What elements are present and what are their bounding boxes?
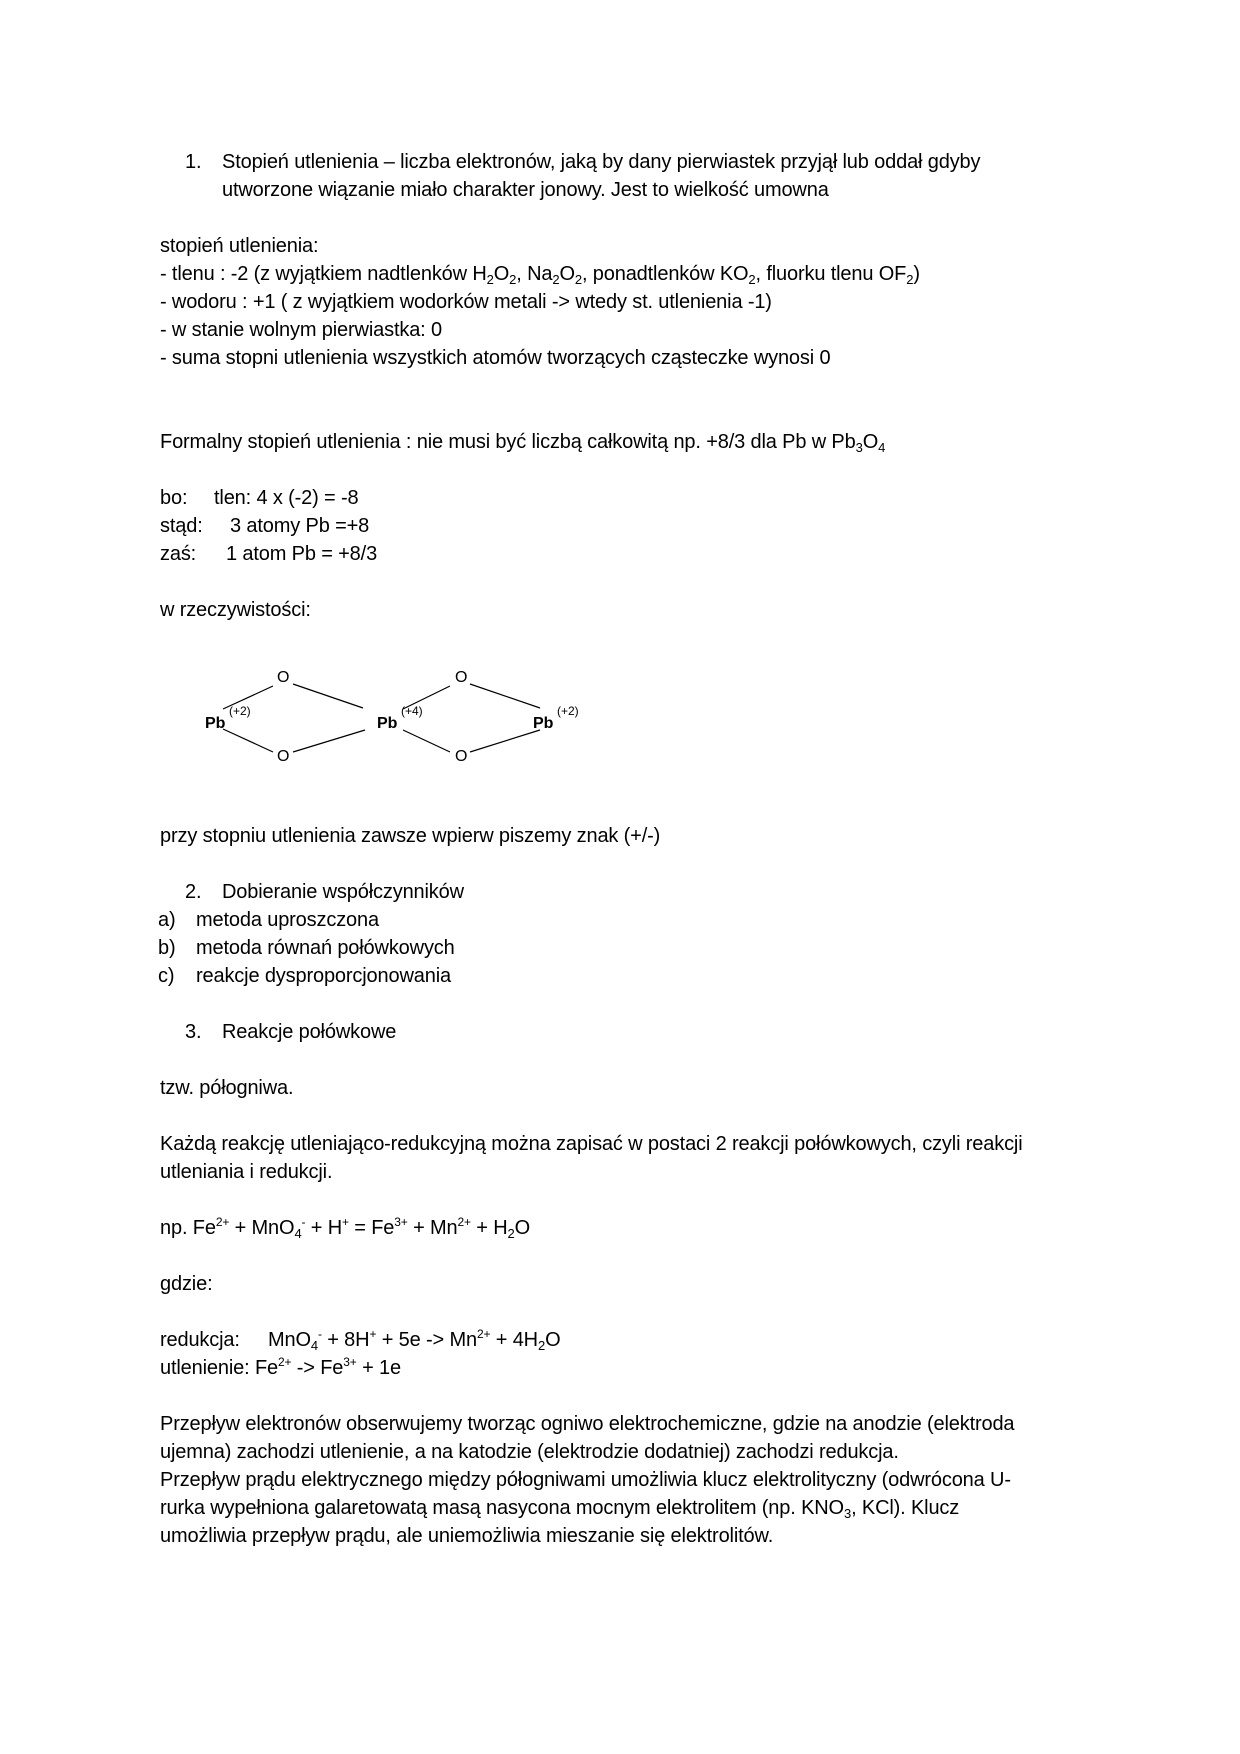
bond-line (470, 684, 540, 708)
lead-oxidation-right: (+2) (557, 704, 579, 718)
flow-paragraph-line-1: Przepływ elektronów obserwujemy tworząc ogniwo elektrochemiczne, gdzie na anodzie (elektroda (160, 1413, 1015, 1435)
reality-label: w rzeczywistości: (160, 599, 311, 621)
calc-stad: stąd: 3 atomy Pb =+8 (160, 515, 370, 537)
where-label: gdzie: (160, 1273, 213, 1295)
oxidation-heading: stopień utlenienia: (160, 235, 319, 257)
reduction-equation: redukcja: $MnO_4^- + 8H^+ + 5e -> Mn^{2+} + 4H_2O$ (160, 1327, 561, 1353)
calc-bo: bo: tlen: 4 x (-2) = -8 (160, 487, 359, 509)
lead-oxidation-left: (+2) (229, 704, 251, 718)
section-1-number: 1. (185, 151, 202, 173)
section-2-title: Dobieranie współczynników (222, 881, 464, 903)
oxidation-oxygen-rule: - tlenu : -2 (z wyjątkiem nadtlenków $H_2O_2$, $Na_2O_2$, ponadtlenków $KO_2$, fluorku tlenu $OF_2$) (160, 263, 920, 287)
lead-atom-right: Pb (533, 715, 554, 732)
oxygen-atom: O (455, 748, 468, 765)
oxidation-hydrogen-rule: - wodoru : +1 ( z wyjątkiem wodorków metali -> wtedy st. utlenienia -1) (160, 291, 772, 313)
calc-zas: zaś: 1 atom Pb = +8/3 (160, 543, 378, 565)
section-3-title: Reakcje połówkowe (222, 1021, 397, 1043)
oxidation-sum-rule: - suma stopni utlenienia wszystkich atomów tworzących cząsteczke wynosi 0 (160, 347, 831, 369)
bond-line (293, 730, 365, 752)
flow-paragraph-line-5: umożliwia przepływ prądu, ale uniemożliwia mieszanie się elektrolitów. (160, 1525, 774, 1547)
redox-paragraph-line-1: Każdą reakcję utleniająco-redukcyjną można zapisać w postaci 2 reakcji połówkowych, czyli reakcji (160, 1133, 1023, 1155)
section-1-line-1: Stopień utlenienia – liczba elektronów, jaką by dany pierwiastek przyjął lub oddał gdyby (222, 151, 981, 173)
section-3-number: 3. (185, 1021, 202, 1043)
lead-oxidation-middle: (+4) (401, 704, 423, 718)
document-page: 1. Stopień utlenienia – liczba elektronów, jaką by dany pierwiastek przyjął lub oddał gdyby utworzone wiązanie miało charakter jonowy. Jest to wielkość umowna stopień utlenienia: - tlenu : -2 (z wyjątkiem nadtlenków $H_2O_2$, $Na_2O_2$, ponadtlenków $KO_2$, fluorku tlenu $OF_2$) - wodoru : +1 ( z wyjątkiem wodorków metali -> wtedy st. utlenienia -1) - w stanie wolnym pierwiastka: 0 - suma stopni utlenienia wszystkich atomów tworzących cząsteczke wynosi 0 Formalny stopień utlenienia : nie musi być liczbą całkowitą np. +8/3 dla Pb w $Pb_3O_4$ bo: tlen: 4 x (-2) = -8 stąd: 3 atomy Pb =+8 zaś: 1 atom Pb = +8/3 w rzeczywistości: O O O O Pb (+2) Pb (+4) Pb (+2) przy stopniu utlenienia zawsze wpierw piszemy znak (+/-) 2. Dobieranie współczynników a) metoda uproszczona b) metoda równań połówkowych c) reakcje dysproporcjonowania 3. Reakcje połówkowe tzw. półogniwa. Każdą reakcję utleniająco-redukcyjną można zapisać w postaci 2 reakcji połówkowych, czyli reakcji utleniania i redukcji. np. $Fe^{2+} + MnO_4^- + H^+ = Fe^{3+} + Mn^{2+} + H_2O$ gdzie: redukcja: $MnO_4^- + 8H^+ + 5e -> Mn^{2+} + 4H_2O$ utlenienie: $Fe^{2+} -> Fe^{3+} + 1e$ Przepływ elektronów obserwujemy tworząc ogniwo elektrochemiczne, gdzie na anodzie (elektroda ujemna) zachodzi utlenienie, a na katodzie (elektrodzie dodatniej) zachodzi redukcja. Przepływ prądu elektrycznego między półogniwami umożliwia klucz elektrolityczny (odwrócona U- rurka wypełniona galaretowatą masą nasycona mocnym elektrolitem (np. $KNO_3$, KCl). Klucz umożliwia przepływ prądu, ale uniemożliwia mieszanie się elektrolitów. (0, 0, 1240, 1754)
oxidation-free-element-rule: - w stanie wolnym pierwiastka: 0 (160, 319, 442, 341)
redox-paragraph-line-2: utleniania i redukcji. (160, 1161, 333, 1183)
bond-line (293, 684, 363, 708)
oxygen-atom: O (455, 669, 468, 686)
sign-rule: przy stopniu utlenienia zawsze wpierw piszemy znak (+/-) (160, 825, 661, 847)
example-equation: np. $Fe^{2+} + MnO_4^- + H^+ = Fe^{3+} + Mn^{2+} + H_2O$ (160, 1215, 531, 1241)
lead-atom-left: Pb (205, 715, 226, 732)
oxygen-atom: O (277, 748, 290, 765)
oxidation-equation: utlenienie: $Fe^{2+} -> Fe^{3+} + 1e$ (160, 1355, 401, 1379)
flow-paragraph-line-3: Przepływ prądu elektrycznego między półogniwami umożliwia klucz elektrolityczny (odwrócona U- (160, 1469, 1011, 1491)
half-cells-note: tzw. półogniwa. (160, 1077, 294, 1099)
bond-line (223, 729, 273, 752)
flow-paragraph-line-2: ujemna) zachodzi utlenienie, a na katodzie (elektrodzie dodatniej) zachodzi redukcja. (160, 1441, 899, 1463)
section-2-number: 2. (185, 881, 202, 903)
oxygen-atom: O (277, 669, 290, 686)
lead-atom-middle: Pb (377, 715, 398, 732)
bond-line (403, 730, 450, 752)
formal-oxidation-line: Formalny stopień utlenienia : nie musi być liczbą całkowitą np. +8/3 dla Pb w $Pb_3O_4$ (160, 431, 886, 455)
section-1-line-2: utworzone wiązanie miało charakter jonowy. Jest to wielkość umowna (222, 179, 829, 201)
bond-line (470, 730, 540, 752)
pb3o4-structure-diagram (195, 660, 615, 770)
flow-paragraph-line-4: rurka wypełniona galaretowatą masą nasycona mocnym elektrolitem (np. $KNO_3$, KCl). Klucz (160, 1497, 960, 1521)
